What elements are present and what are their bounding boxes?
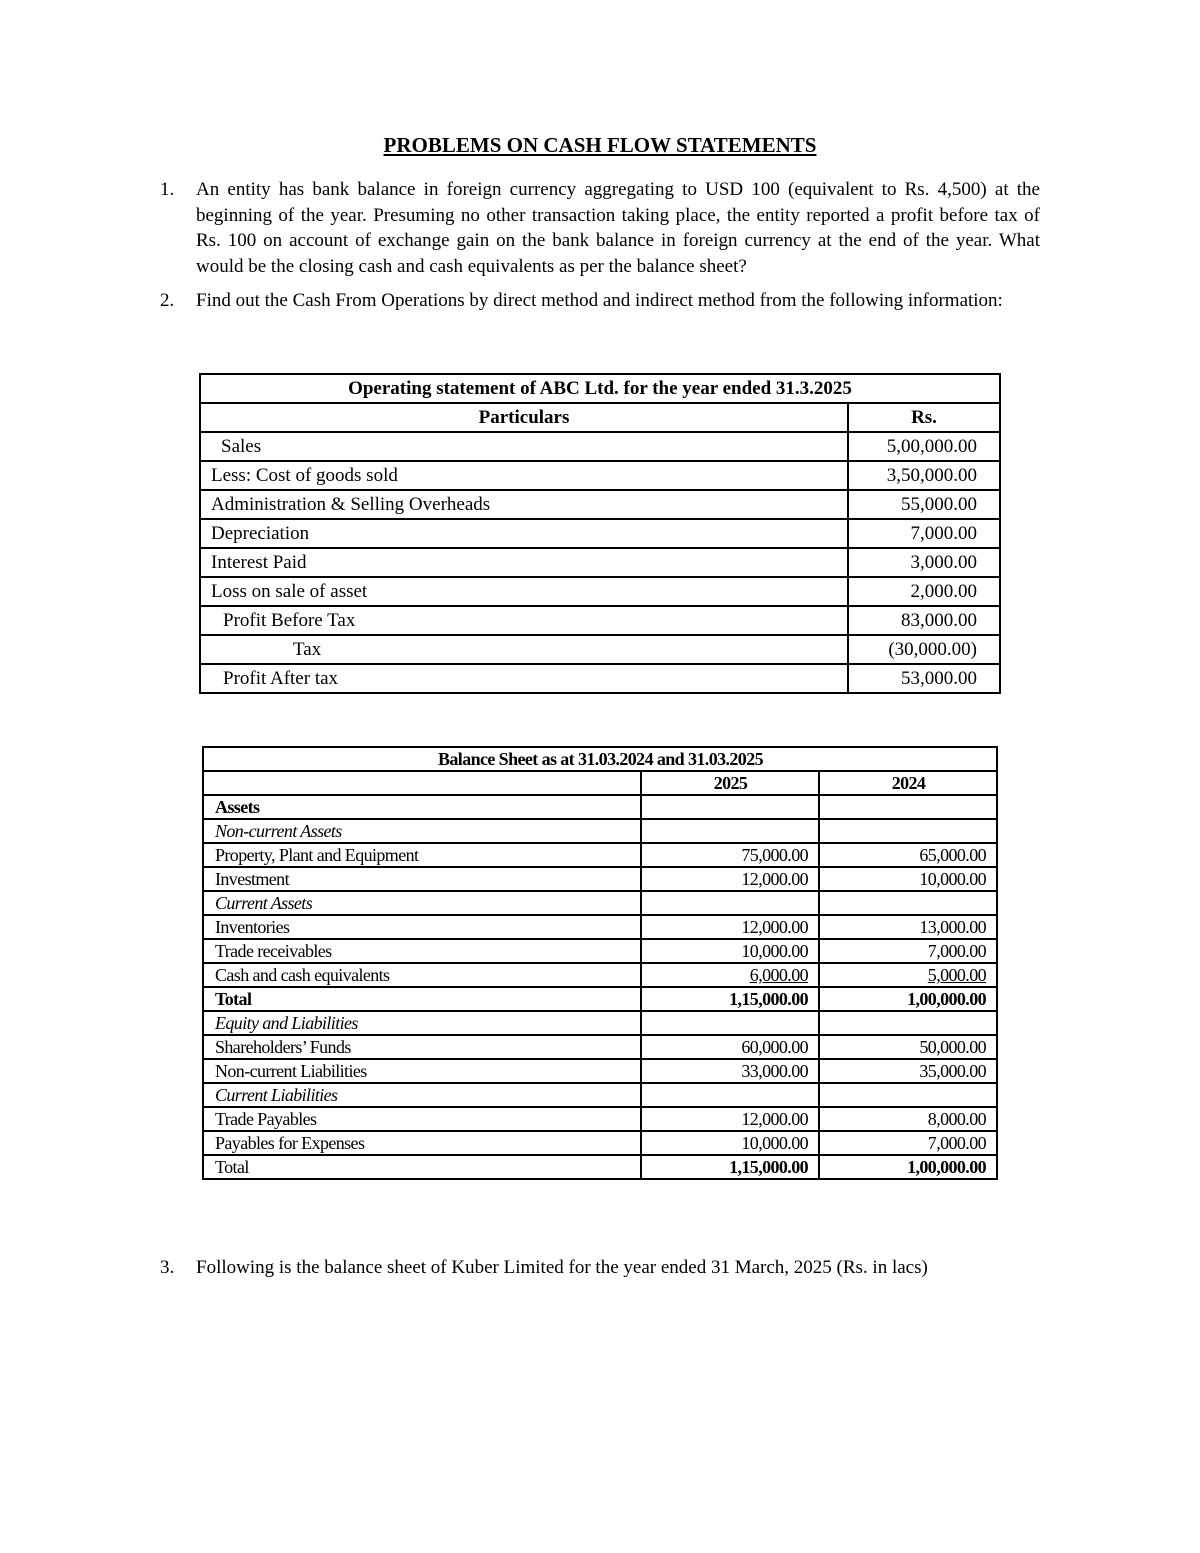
question-text: An entity has bank balance in foreign currency aggregating to USD 100 (equivalent to Rs. 4,500) at the beginning of the year. Presuming no other transaction taking place, the entity reported a profit before tax of Rs. 100 on account of exchange gain on the bank balance in foreign currency at the end of the year. What would be the closing cash and cash equivalents as per the balance sheet?	[196, 179, 1040, 277]
underlined-value: 6,000.00	[749, 965, 808, 985]
table-row	[203, 867, 997, 891]
row-label: Total	[203, 1155, 641, 1179]
row-label: Payables for Expenses	[203, 1131, 641, 1155]
table-row	[200, 490, 1000, 519]
table-row	[200, 664, 1000, 693]
row-label: Total	[203, 987, 641, 1011]
question-2	[160, 288, 1040, 314]
page-title: PROBLEMS ON CASH FLOW STATEMENTS	[383, 133, 817, 157]
value-2025: 1,15,000.00	[641, 1155, 819, 1179]
operating-statement-title: Operating statement of ABC Ltd. for the year ended 31.3.2025	[200, 374, 1000, 403]
row-label: Sales	[200, 432, 848, 461]
value-2024: 10,000.00	[819, 867, 997, 891]
question-3	[160, 1255, 1060, 1281]
row-label: Non-current Assets	[203, 819, 641, 843]
table-row	[203, 915, 997, 939]
row-label: Less: Cost of goods sold	[200, 461, 848, 490]
value-2024	[819, 1011, 997, 1035]
row-label: Non-current Liabilities	[203, 1059, 641, 1083]
row-amount: 53,000.00	[848, 664, 1000, 693]
table-row	[203, 891, 997, 915]
table-row	[203, 1035, 997, 1059]
value-2024: 35,000.00	[819, 1059, 997, 1083]
row-label: Administration & Selling Overheads	[200, 490, 848, 519]
operating-statement-table	[199, 373, 1001, 694]
value-2025: 12,000.00	[641, 915, 819, 939]
value-2024	[819, 795, 997, 819]
year-header-2025: 2025	[641, 771, 819, 795]
table-row	[200, 635, 1000, 664]
value-2025: 60,000.00	[641, 1035, 819, 1059]
row-label: Loss on sale of asset	[200, 577, 848, 606]
particulars-header: Particulars	[200, 403, 848, 432]
row-label: Current Liabilities	[203, 1083, 641, 1107]
value-2024	[819, 819, 997, 843]
year-header-2024: 2024	[819, 771, 997, 795]
table-row	[203, 819, 997, 843]
row-label: Trade Payables	[203, 1107, 641, 1131]
row-amount: 55,000.00	[848, 490, 1000, 519]
row-label: Assets	[203, 795, 641, 819]
table-row	[200, 461, 1000, 490]
table-row	[203, 1107, 997, 1131]
row-amount: 2,000.00	[848, 577, 1000, 606]
table-row	[203, 987, 997, 1011]
row-label: Current Assets	[203, 891, 641, 915]
value-2025	[641, 891, 819, 915]
row-label: Profit Before Tax	[200, 606, 848, 635]
row-label: Depreciation	[200, 519, 848, 548]
table-row	[203, 1083, 997, 1107]
row-amount: (30,000.00)	[848, 635, 1000, 664]
question-text: Find out the Cash From Operations by direct method and indirect method from the following information:	[196, 290, 1003, 311]
table-header-row	[200, 403, 1000, 432]
value-2024	[819, 891, 997, 915]
question-number: 1.	[160, 179, 175, 200]
table-row	[200, 432, 1000, 461]
table-row	[203, 1131, 997, 1155]
question-number: 2.	[160, 290, 175, 311]
row-amount: 83,000.00	[848, 606, 1000, 635]
row-label: Cash and cash equivalents	[203, 963, 641, 987]
row-label: Inventories	[203, 915, 641, 939]
row-amount: 7,000.00	[848, 519, 1000, 548]
value-2025	[641, 795, 819, 819]
row-label: Equity and Liabilities	[203, 1011, 641, 1035]
row-label: Tax	[200, 635, 848, 664]
value-2025	[641, 1011, 819, 1035]
value-2024: 1,00,000.00	[819, 987, 997, 1011]
table-row	[203, 939, 997, 963]
table-row	[203, 1059, 997, 1083]
table-row	[203, 963, 997, 987]
question-number: 3.	[160, 1257, 175, 1278]
table-row	[203, 1155, 997, 1179]
value-2024: 7,000.00	[819, 939, 997, 963]
balance-sheet-table	[202, 746, 998, 1180]
table-row	[203, 795, 997, 819]
table-title-row	[200, 374, 1000, 403]
value-2024: 50,000.00	[819, 1035, 997, 1059]
value-2025	[641, 819, 819, 843]
table-row	[200, 577, 1000, 606]
row-label: Profit After tax	[200, 664, 848, 693]
value-2025	[641, 1083, 819, 1107]
row-label: Interest Paid	[200, 548, 848, 577]
table-row	[200, 548, 1000, 577]
row-amount: 3,000.00	[848, 548, 1000, 577]
value-2024: 7,000.00	[819, 1131, 997, 1155]
value-2025: 33,000.00	[641, 1059, 819, 1083]
row-label: Investment	[203, 867, 641, 891]
table-header-row	[203, 771, 997, 795]
table-title-row	[203, 747, 997, 771]
value-2025: 12,000.00	[641, 1107, 819, 1131]
value-2025: 1,15,000.00	[641, 987, 819, 1011]
value-2024: 1,00,000.00	[819, 1155, 997, 1179]
value-2024	[819, 1083, 997, 1107]
underlined-value: 5,000.00	[927, 965, 986, 985]
question-1	[160, 177, 1040, 279]
row-label: Trade receivables	[203, 939, 641, 963]
value-2025	[641, 963, 819, 987]
value-2024: 65,000.00	[819, 843, 997, 867]
blank-header-cell	[203, 771, 641, 795]
table-row	[200, 606, 1000, 635]
balance-sheet-title: Balance Sheet as at 31.03.2024 and 31.03.2025	[203, 747, 997, 771]
value-2024: 8,000.00	[819, 1107, 997, 1131]
value-2025: 75,000.00	[641, 843, 819, 867]
row-label: Property, Plant and Equipment	[203, 843, 641, 867]
value-2025: 10,000.00	[641, 939, 819, 963]
row-amount: 3,50,000.00	[848, 461, 1000, 490]
value-2025: 12,000.00	[641, 867, 819, 891]
amount-header: Rs.	[848, 403, 1000, 432]
table-row	[200, 519, 1000, 548]
table-row	[203, 1011, 997, 1035]
row-label: Shareholders’ Funds	[203, 1035, 641, 1059]
value-2024	[819, 963, 997, 987]
value-2024: 13,000.00	[819, 915, 997, 939]
value-2025: 10,000.00	[641, 1131, 819, 1155]
table-row	[203, 843, 997, 867]
row-amount: 5,00,000.00	[848, 432, 1000, 461]
question-text: Following is the balance sheet of Kuber Limited for the year ended 31 March, 2025 (Rs. in lacs)	[196, 1257, 928, 1278]
